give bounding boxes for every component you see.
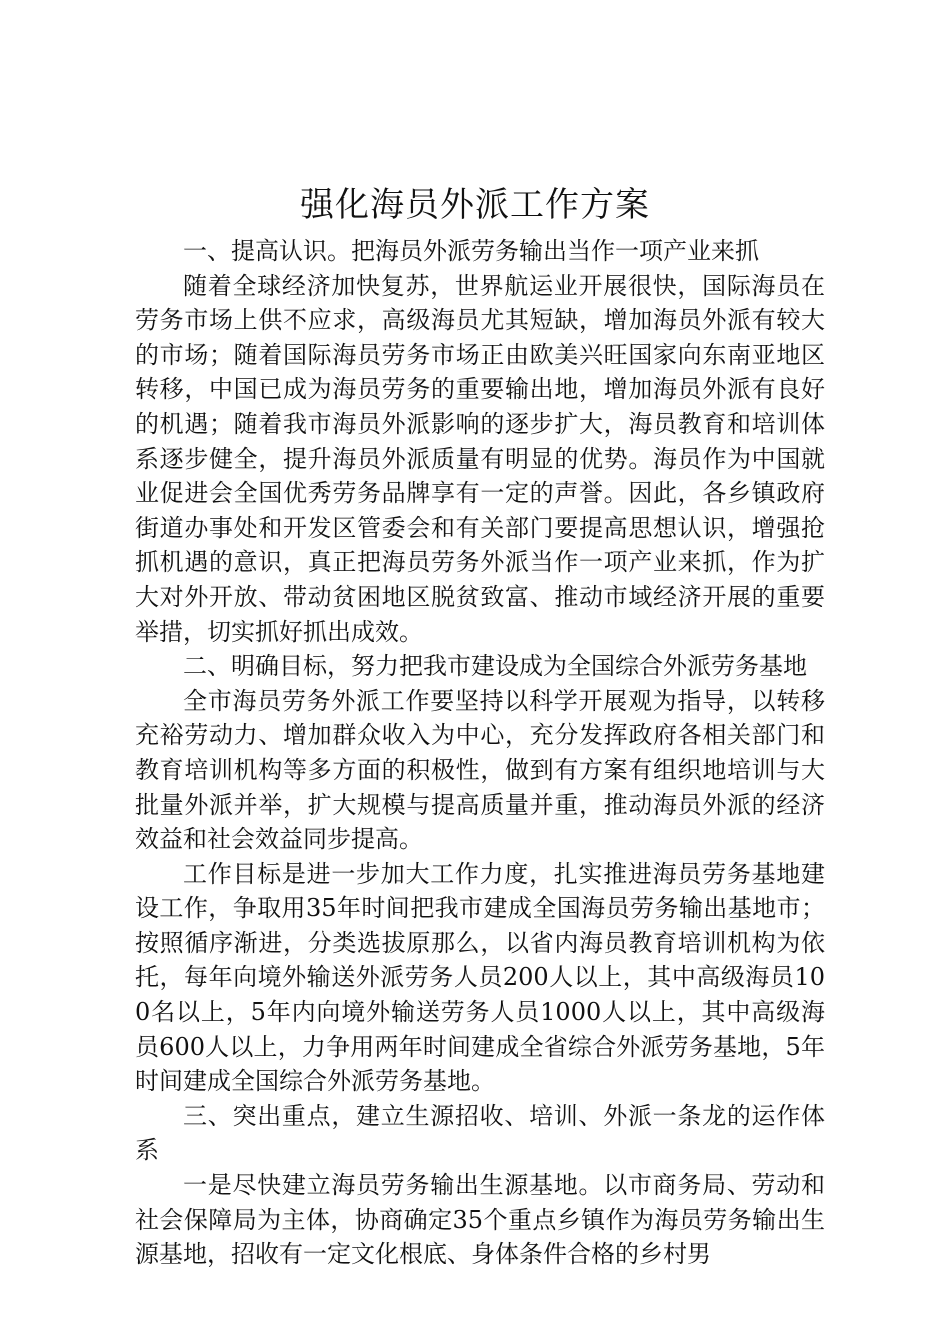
body-paragraph: 随着全球经济加快复苏，世界航运业开展很快，国际海员在劳务市场上供不应求，高级海员尤其短缺，增加海员外派有较大的市场；随着国际海员劳务市场正由欧美兴旺国家向东南亚地区转移，中国已成为海员劳务的重要输出地，增加海员外派有良好的机遇；随着我市海员外派影响的逐步扩大，海员教育和培训体系逐步健全，提升海员外派质量有明显的优势。海员作为中国就业促进会全国优秀劳务品牌享有一定的声誉。因此，各乡镇政府街道办事处和开发区管委会和有关部门要提高思想认识，增强抢抓机遇的意识，真正把海员劳务外派当作一项产业来抓，作为扩大对外开放、带动贫困地区脱贫致富、推动市域经济开展的重要举措，切实抓好抓出成效。 <box>135 271 825 646</box>
section-heading-1: 一、提高认识。把海员外派劳务输出当作一项产业来抓 <box>183 237 759 265</box>
document-title: 强化海员外派工作方案 <box>300 185 650 225</box>
body-paragraph: 全市海员劳务外派工作要坚持以科学开展观为指导，以转移充裕劳动力、增加群众收入为中心，充分发挥政府各相关部门和教育培训机构等多方面的积极性，做到有方案有组织地培训与大批量外派并举，扩大规模与提高质量并重，推动海员外派的经济效益和社会效益同步提高。 <box>135 686 825 854</box>
section-heading-2: 二、明确目标，努力把我市建设成为全国综合外派劳务基地 <box>183 652 807 681</box>
body-paragraph: 一是尽快建立海员劳务输出生源基地。以市商务局、劳动和社会保障局为主体，协商确定35个重点乡镇作为海员劳务输出生源基地，招收有一定文化根底、身体条件合格的乡村男 <box>135 1171 825 1269</box>
section-heading-3: 三、突出重点，建立生源招收、培训、外派一条龙的运作体系 <box>135 1101 825 1165</box>
body-paragraph: 工作目标是进一步加大工作力度，扎实推进海员劳务基地建设工作，争取用35年时间把我市建成全国海员劳务输出基地市；按照循序渐进，分类选拔原那么，以省内海员教育培训机构为依托，每年向境外输送外派劳务人员200人以上，其中高级海员100名以上，5年内向境外输送劳务人员1000人以上，其中高级海员600人以上，力争用两年时间建成全省综合外派劳务基地，5年时间建成全国综合外派劳务基地。 <box>135 859 825 1096</box>
document-body <box>135 234 825 1272</box>
